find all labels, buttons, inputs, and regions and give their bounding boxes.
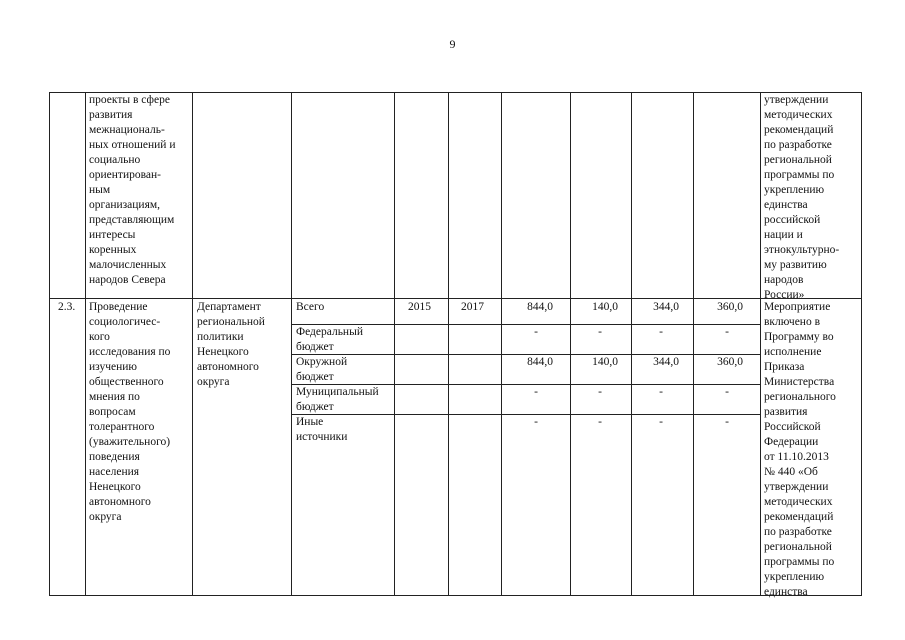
col-border <box>501 92 502 596</box>
year2-value: - <box>659 326 663 338</box>
year3-value: - <box>725 416 729 428</box>
col-border <box>448 92 449 596</box>
col-border <box>631 92 632 596</box>
activity-name: Проведение социологичес- кого исследования по изучению общественного мнения по вопросам толерантного (уважительного) поведения населения Ненецкого автономного округа <box>89 301 171 523</box>
year2-value: 344,0 <box>653 356 679 368</box>
end-year: 2017 <box>461 301 484 313</box>
col-border <box>760 92 761 596</box>
page-number: 9 <box>449 37 456 51</box>
year3-value: 360,0 <box>717 356 743 368</box>
total-value: - <box>534 386 538 398</box>
year2-value: - <box>659 416 663 428</box>
row-number: 2.3. <box>58 301 76 313</box>
table-bottom-border <box>49 595 861 596</box>
col-border <box>570 92 571 596</box>
total-value: - <box>534 416 538 428</box>
source-label: Федеральный бюджет <box>296 326 363 353</box>
row-divider <box>49 298 861 299</box>
year1-value: - <box>598 326 602 338</box>
total-value: - <box>534 326 538 338</box>
year1-value: - <box>598 416 602 428</box>
source-label: Муниципальный бюджет <box>296 386 379 413</box>
total-value: 844,0 <box>527 356 553 368</box>
col-border <box>693 92 694 596</box>
year2-value: 344,0 <box>653 301 679 313</box>
year3-value: - <box>725 326 729 338</box>
col-border <box>394 92 395 596</box>
year3-value: - <box>725 386 729 398</box>
year1-value: 140,0 <box>592 301 618 313</box>
source-label: Иные источники <box>296 416 348 443</box>
start-year: 2015 <box>408 301 431 313</box>
col-border <box>861 92 862 596</box>
source-label: Окружной бюджет <box>296 356 348 383</box>
activity-note: Мероприятие включено в Программу во исполнение Приказа Министерства регионального развития Российской Федерации от 11.10.2013 № 440 «Об утверждении методических рекомендаций по разработке региональной программы по укреплению единства <box>764 301 836 598</box>
year1-value: 140,0 <box>592 356 618 368</box>
year2-value: - <box>659 386 663 398</box>
total-value: 844,0 <box>527 301 553 313</box>
top-row-note: утверждении методических рекомендаций по разработке региональной программы по укреплению единства российской нации и этнокультурно- му развитию народов России» <box>764 94 840 301</box>
col-border <box>85 92 86 596</box>
col-border <box>291 92 292 596</box>
year1-value: - <box>598 386 602 398</box>
col-border <box>49 92 50 596</box>
top-row-name: проекты в сфере развития межнациональ- ных отношений и социально ориентирован- ным организациям, представляющим интересы коренных малочисленных народов Севера <box>89 94 176 286</box>
year3-value: 360,0 <box>717 301 743 313</box>
executor: Департамент региональной политики Ненецкого автономного округа <box>197 301 265 388</box>
source-label: Всего <box>296 301 325 313</box>
